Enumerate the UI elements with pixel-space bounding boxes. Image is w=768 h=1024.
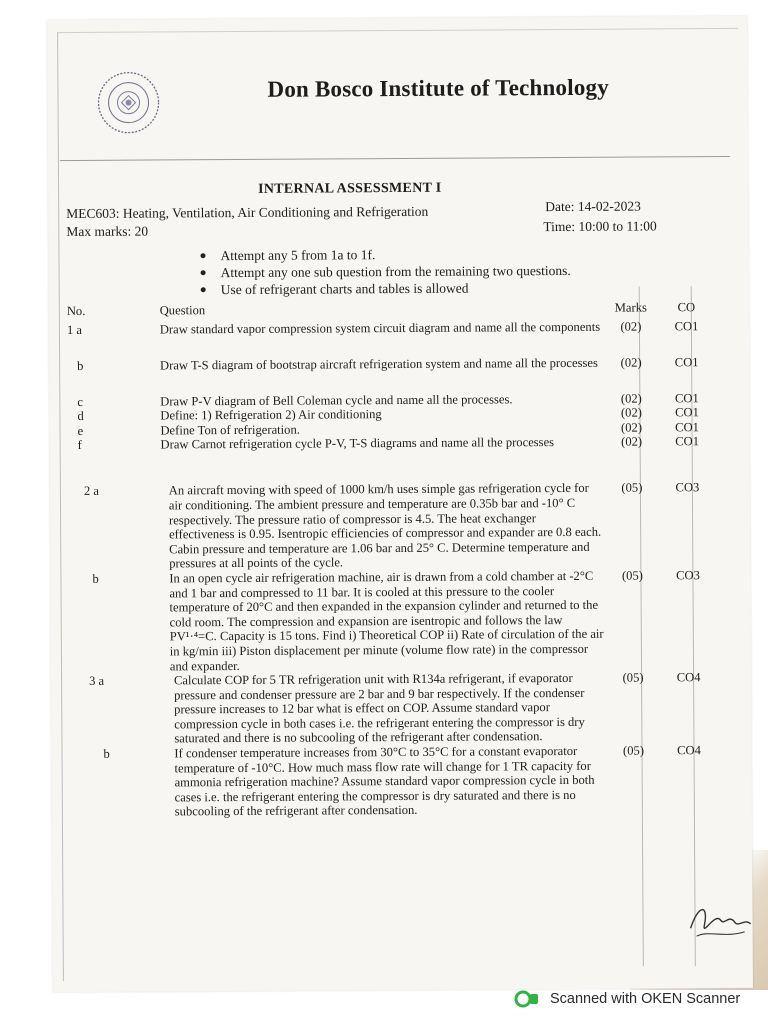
question-marks: (02) [621,434,643,450]
question-marks: (02) [620,391,642,406]
scanner-watermark [514,990,740,1008]
handwritten-signature [684,898,754,948]
question-co: CO4 [677,743,701,758]
question-marks: (02) [620,355,642,370]
question-row [66,568,717,674]
question-text: In an open cycle air refrigeration machine, air is drawn from a cold chamber at -2°C and 1 bar and compressed to 11 bar. It is cooled at this pressure to the cooler temperature of 20°C and then expanded in the expansion cylinder and returned to the cold room. The compression and expansion are isentropic and follows the law PV¹·⁴=C. Capacity is 15 tons. Find i) Theoretical COP ii) Rate of circulation of the air in kg/min iii) Piston displacement per minute (volume flow rate) in the compressor and expander. [169,568,604,673]
question-number: 2 a [83,484,100,499]
question-marks: (02) [620,319,642,334]
question-text: Draw T-S diagram of bootstrap aircraft refrigeration system and name all the processes [159,355,598,373]
question-text: Draw P-V diagram of Bell Coleman cycle and name all the processes. [160,391,513,409]
bullet-icon [201,287,206,292]
question-table [65,300,718,820]
question-text: Define Ton of refrigeration. [160,422,300,438]
question-row [67,743,717,820]
question-row [67,670,717,747]
question-co: CO3 [676,568,700,583]
instruction-item: Attempt any one sub question from the remaining two questions. [199,262,571,281]
question-row [65,319,715,359]
question-number: f [77,438,82,453]
question-co: CO1 [675,419,699,435]
question-text: If condenser temperature increases from 30°C to 35°C for a constant evaporator temperature of -10°C. How much mass flow rate will change for 1 TR capacity for ammonia refrigeration machine? Assume standard vapor compression cycle in both cases i.e. the refrigerant entering the compressor is dry saturated and there is no subcooling of the refrigerant after condensation. [174,743,595,819]
question-row [66,434,716,484]
question-number: b [103,746,110,761]
exam-title: INTERNAL ASSESSMENT I [258,180,442,197]
header-question: Question [159,303,206,318]
question-marks: (05) [621,568,643,583]
instruction-item: Attempt any 5 from 1a to 1f. [198,245,570,264]
question-co: CO1 [674,390,699,405]
question-text: Draw Carnot refrigeration cycle P-V, T-S diagrams and name all the processes [160,435,555,452]
question-co: CO1 [674,354,699,369]
bullet-icon [201,270,206,275]
question-marks: (05) [622,743,645,758]
question-text: Define: 1) Refrigeration 2) Air conditioning [160,407,382,423]
exam-time: Time: 10:00 to 11:00 [543,218,657,235]
question-marks: (05) [621,480,643,496]
course-name: MEC603: Heating, Ventilation, Air Conditioning and Refrigeration [66,203,429,222]
question-number: c [77,394,84,409]
question-co: CO4 [676,670,701,685]
header-no: No. [66,303,86,319]
question-co: CO1 [674,318,699,333]
question-text: An aircraft moving with speed of 1000 km/h uses simple gas refrigeration cycle for air conditioning. The ambient pressure and temperature are 0.35b bar and -10° C respectively. The pressure ratio of compressor is 4.5. The heat exchanger effectiveness is 0.95. Isentropic efficiencies of compressor and expander are 0.8 each. Cabin pressure and temperature are 1.06 bar and 25° C. Determine temperature and pressures at all points of the cycle. [168,481,602,571]
exam-date: Date: 14-02-2023 [545,198,641,215]
college-seal-icon [95,69,161,135]
max-marks: Max marks: 20 [66,223,149,240]
exam-paper [47,16,753,992]
question-row [66,480,717,572]
instructions-list [198,245,571,298]
question-number: b [92,571,99,586]
question-co: CO1 [675,405,699,420]
header-marks: Marks [614,300,647,315]
question-marks: (05) [622,670,644,685]
bullet-icon [200,253,205,258]
question-marks: (02) [620,405,642,420]
question-co: CO1 [675,434,700,449]
institute-name: Don Bosco Institute of Technology [267,74,609,102]
oken-scanner-logo-icon [514,990,540,1008]
question-number: e [77,423,84,438]
instruction-item: Use of refrigerant charts and tables is allowed [199,279,571,298]
question-text: Draw standard vapor compression system circuit diagram and name all the components [159,319,601,337]
question-number: b [77,358,84,373]
question-co: CO3 [675,480,700,495]
question-number: 3 a [89,673,105,688]
question-number: d [77,409,84,424]
question-marks: (02) [620,420,643,435]
scanner-text: Scanned with OKEN Scanner [550,991,741,1007]
question-row [65,355,715,395]
question-text: Calculate COP for 5 TR refrigeration unit with R134a refrigerant, if evaporator pressure and condenser pressure are 2 bar and 9 bar respectively. If the condenser pressure increases to 12 bar what is effect on COP. Assume standard vapor compression cycle in both cases i.e. the refrigerant entering the compressor is dry saturated and there is no subcooling of the refrigerant after condensation. [173,671,585,746]
question-number: 1 a [66,322,83,337]
header-co: CO [677,300,696,315]
